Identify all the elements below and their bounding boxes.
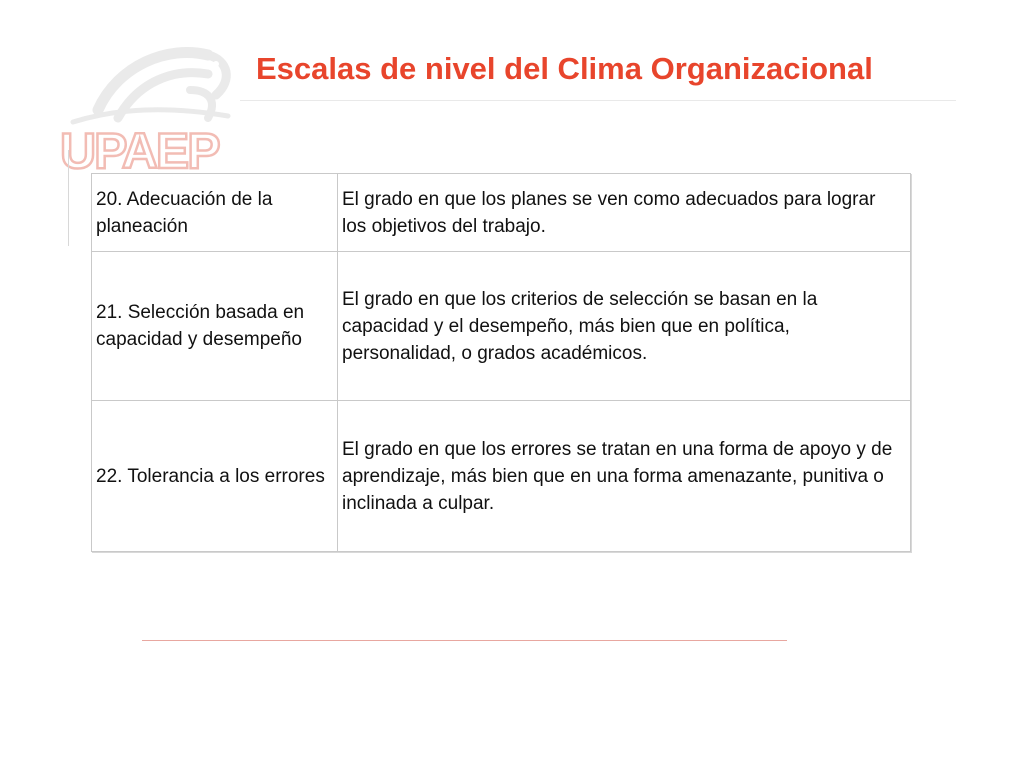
scale-name-cell: 22. Tolerancia a los errores bbox=[92, 401, 338, 552]
side-divider bbox=[68, 150, 69, 246]
upaep-logo bbox=[58, 40, 243, 179]
scale-description-cell: El grado en que los errores se tratan en una forma de apoyo y de aprendizaje, más bien que en una forma amenazante, punitiva o inclinada a culpar. bbox=[338, 401, 911, 552]
table-row bbox=[92, 401, 911, 552]
scale-name-cell: 20. Adecuación de la planeación bbox=[92, 174, 338, 252]
scale-description-cell: El grado en que los criterios de selección se basan en la capacidad y el desempeño, más bien que en política, personalidad, o grados académicos. bbox=[338, 252, 911, 401]
logo-text: UPAEP bbox=[60, 123, 219, 179]
scale-description-cell: El grado en que los planes se ven como adecuados para lograr los objetivos del trabajo. bbox=[338, 174, 911, 252]
table-row bbox=[92, 252, 911, 401]
scale-name-cell: 21. Selección basada en capacidad y desempeño bbox=[92, 252, 338, 401]
eagle-icon bbox=[58, 40, 243, 130]
page-title: Escalas de nivel del Clima Organizacional bbox=[256, 51, 873, 86]
title-divider bbox=[240, 100, 956, 101]
scales-table bbox=[91, 173, 911, 552]
footer-divider bbox=[142, 640, 787, 641]
table-row bbox=[92, 174, 911, 252]
